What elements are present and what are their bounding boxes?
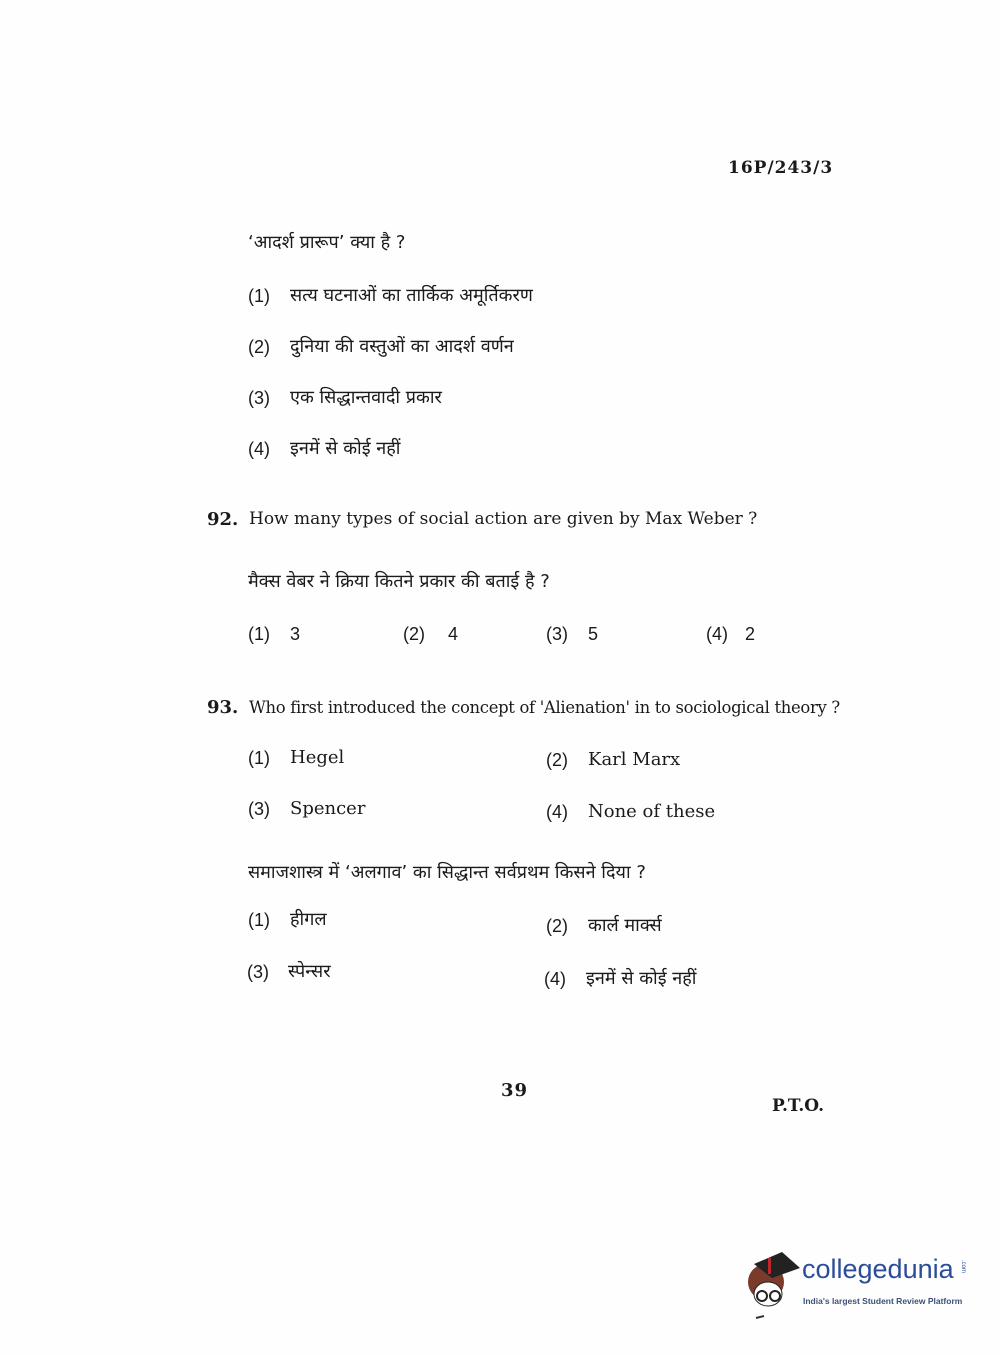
q92-option-3: 5 (588, 624, 599, 644)
q92-option-2-num: (2) (403, 624, 425, 644)
q93-option-3: Spencer (290, 798, 366, 819)
q92-option-1-num: (1) (248, 624, 270, 644)
pto-label: P.T.O. (772, 1096, 824, 1116)
q91-option-1-num: (1) (248, 286, 270, 306)
q91-option-4-num: (4) (248, 439, 270, 459)
q93-option-3-num: (3) (248, 799, 270, 819)
q92-question-hi: मैक्स वेबर ने क्रिया कितने प्रकार की बताई है ? (248, 571, 550, 592)
q93-hi-option-2-num: (2) (546, 916, 568, 936)
q91-option-3: एक सिद्धान्तवादी प्रकार (290, 387, 442, 408)
q93-option-2: Karl Marx (588, 749, 681, 770)
q93-option-1-num: (1) (248, 748, 270, 768)
q93-number: 93. (207, 697, 239, 718)
page-number: 39 (501, 1080, 529, 1101)
brand-suffix: .com (960, 1260, 966, 1274)
q92-option-2: 4 (448, 624, 459, 644)
q91-option-2: दुनिया की वस्तुओं का आदर्श वर्णन (290, 336, 514, 357)
q91-option-3-num: (3) (248, 388, 270, 408)
brand-name: collegedunia (802, 1254, 954, 1284)
q92-option-4: 2 (745, 624, 756, 644)
q93-option-1: Hegel (290, 747, 345, 768)
q92-option-1: 3 (290, 624, 301, 644)
q92-question-en: How many types of social action are given by Max Weber ? (249, 509, 758, 529)
q92-option-4-num: (4) (706, 624, 728, 644)
paper-code: 16P/243/3 (728, 158, 834, 178)
q91-option-1: सत्य घटनाओं का तार्किक अमूर्तिकरण (290, 285, 533, 306)
q93-hi-option-3: स्पेन्सर (288, 961, 331, 982)
collegedunia-watermark (742, 1250, 972, 1320)
q93-option-4: None of these (588, 801, 716, 822)
q93-question-en: Who first introduced the concept of 'Alienation' in to sociological theory ? (249, 698, 840, 717)
q93-hi-option-2: कार्ल मार्क्स (588, 915, 662, 936)
q93-hi-option-4-num: (4) (544, 969, 566, 989)
q93-question-hi: समाजशास्त्र में ‘अलगाव’ का सिद्धान्त सर्वप्रथम किसने दिया ? (248, 862, 646, 883)
q93-hi-option-3-num: (3) (247, 962, 269, 982)
q92-option-3-num: (3) (546, 624, 568, 644)
mascot-icon (742, 1250, 802, 1320)
q92-number: 92. (207, 509, 239, 530)
q93-hi-option-1: हीगल (290, 909, 327, 930)
q93-option-4-num: (4) (546, 802, 568, 822)
q91-option-4: इनमें से कोई नहीं (290, 438, 401, 459)
q93-hi-option-1-num: (1) (248, 910, 270, 930)
q91-option-2-num: (2) (248, 337, 270, 357)
brand-tagline: India's largest Student Review Platform (803, 1296, 963, 1306)
q93-option-2-num: (2) (546, 750, 568, 770)
q91-question-hindi: ‘आदर्श प्रारूप’ क्या है ? (248, 232, 406, 253)
q93-hi-option-4: इनमें से कोई नहीं (586, 968, 697, 989)
